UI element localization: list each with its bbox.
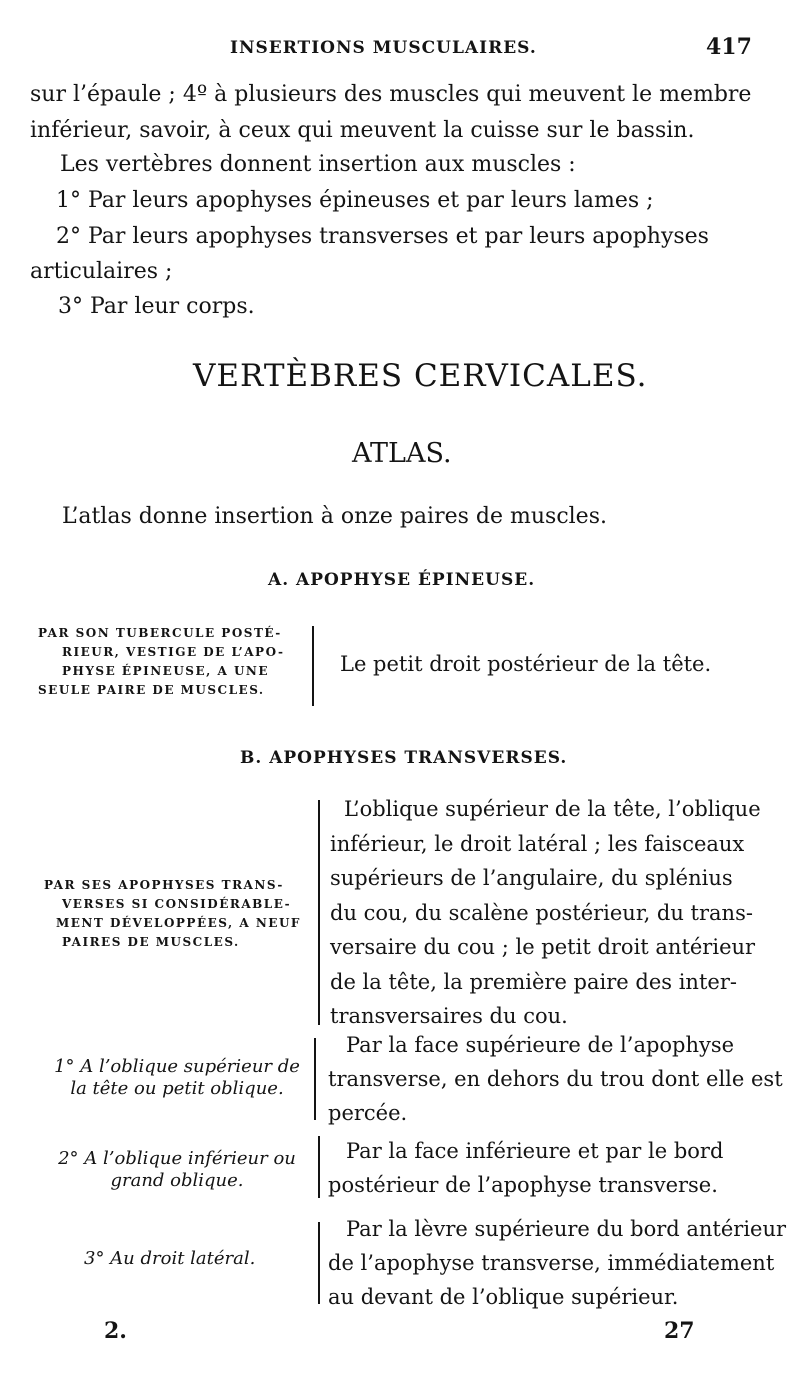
- entry-2-left: [46, 1148, 308, 1192]
- brace: [314, 1038, 316, 1120]
- intro-line: inférieur, savoir, à ceux qui meuvent la cuisse sur le bassin.: [30, 118, 695, 143]
- right-line: postérieur de l’apophyse transverse.: [328, 1173, 718, 1197]
- atlas-intro: L’atlas donne insertion à onze paires de muscles.: [62, 504, 607, 529]
- left-line: la tête ou petit oblique.: [70, 1078, 284, 1099]
- left-line: RIEUR, VESTIGE DE L’APO-: [62, 645, 285, 659]
- part-a-right-text: Le petit droit postérieur de la tête.: [340, 652, 712, 676]
- intro-line: 1° Par leurs apophyses épineuses et par leurs lames ;: [56, 188, 654, 213]
- left-line: PHYSE ÉPINEUSE, A UNE: [62, 664, 270, 678]
- entry-1-right: [328, 1028, 783, 1130]
- section-title: VERTÈBRES CERVICALES.: [193, 358, 648, 394]
- intro-line: articulaires ;: [30, 259, 173, 284]
- right-line: versaire du cou ; le petit droit antérieur: [330, 935, 756, 959]
- right-line: Par la lèvre supérieure du bord antérieur: [346, 1217, 787, 1241]
- right-line: L’oblique supérieur de la tête, l’oblique: [344, 797, 761, 821]
- intro-line: 3° Par leur corps.: [58, 294, 255, 319]
- subsection-title: ATLAS.: [352, 438, 452, 469]
- right-line: de la tête, la première paire des inter-: [330, 969, 737, 994]
- running-title: INSERTIONS MUSCULAIRES.: [230, 38, 537, 58]
- left-line: PAR SES APOPHYSES TRANS-: [44, 878, 284, 892]
- right-line: transversaires du cou.: [330, 1004, 568, 1028]
- sheet-number: 27: [664, 1318, 695, 1344]
- brace: [318, 800, 320, 1025]
- brace: [318, 1136, 320, 1198]
- left-line: MENT DÉVELOPPÉES, A NEUF: [56, 916, 301, 930]
- right-line: de l’apophyse transverse, immédiatement: [328, 1251, 775, 1275]
- left-line: 1° A l’oblique supérieur de: [54, 1056, 300, 1077]
- left-line: SEULE PAIRE DE MUSCLES.: [38, 683, 265, 697]
- right-line: percée.: [328, 1101, 408, 1125]
- brace: [312, 626, 314, 706]
- entry-1-left: [46, 1056, 308, 1100]
- intro-line: Les vertèbres donnent insertion aux muscles :: [60, 152, 576, 177]
- left-line: VERSES SI CONSIDÉRABLE-: [62, 897, 292, 911]
- part-b-right-text: [330, 792, 761, 1034]
- part-a-left-text: [38, 624, 302, 700]
- brace: [318, 1222, 320, 1304]
- intro-line: sur l’épaule ; 4º à plusieurs des muscles qui meuvent le membre: [30, 82, 752, 107]
- entry-3-left: [84, 1248, 255, 1270]
- right-line: Par la face inférieure et par le bord: [346, 1139, 724, 1163]
- left-line: PAR SON TUBERCULE POSTÉ-: [38, 626, 282, 640]
- intro-line: 2° Par leurs apophyses transverses et par leurs apophyses: [56, 224, 709, 249]
- right-line: Par la face supérieure de l’apophyse: [346, 1033, 735, 1057]
- part-a-heading: A. APOPHYSE ÉPINEUSE.: [268, 570, 536, 590]
- right-line: supérieurs de l’angulaire, du splénius: [330, 866, 733, 890]
- right-line: du cou, du scalène postérieur, du trans-: [330, 900, 753, 925]
- left-line: 2° A l’oblique inférieur ou: [58, 1148, 296, 1169]
- entry-3-right: [328, 1212, 786, 1314]
- left-line: PAIRES DE MUSCLES.: [62, 935, 240, 949]
- right-line: inférieur, le droit latéral ; les faisceaux: [330, 831, 745, 856]
- entry-2-right: [328, 1134, 723, 1202]
- left-line: grand oblique.: [110, 1170, 244, 1191]
- page-number: 417: [706, 34, 752, 60]
- part-b-heading: B. APOPHYSES TRANSVERSES.: [240, 748, 568, 768]
- right-line: au devant de l’oblique supérieur.: [328, 1285, 679, 1309]
- left-line: 3° Au droit latéral.: [84, 1248, 256, 1269]
- right-line: transverse, en dehors du trou dont elle est: [328, 1067, 783, 1091]
- part-b-left-text: [44, 876, 310, 952]
- signature-mark: 2.: [104, 1318, 127, 1344]
